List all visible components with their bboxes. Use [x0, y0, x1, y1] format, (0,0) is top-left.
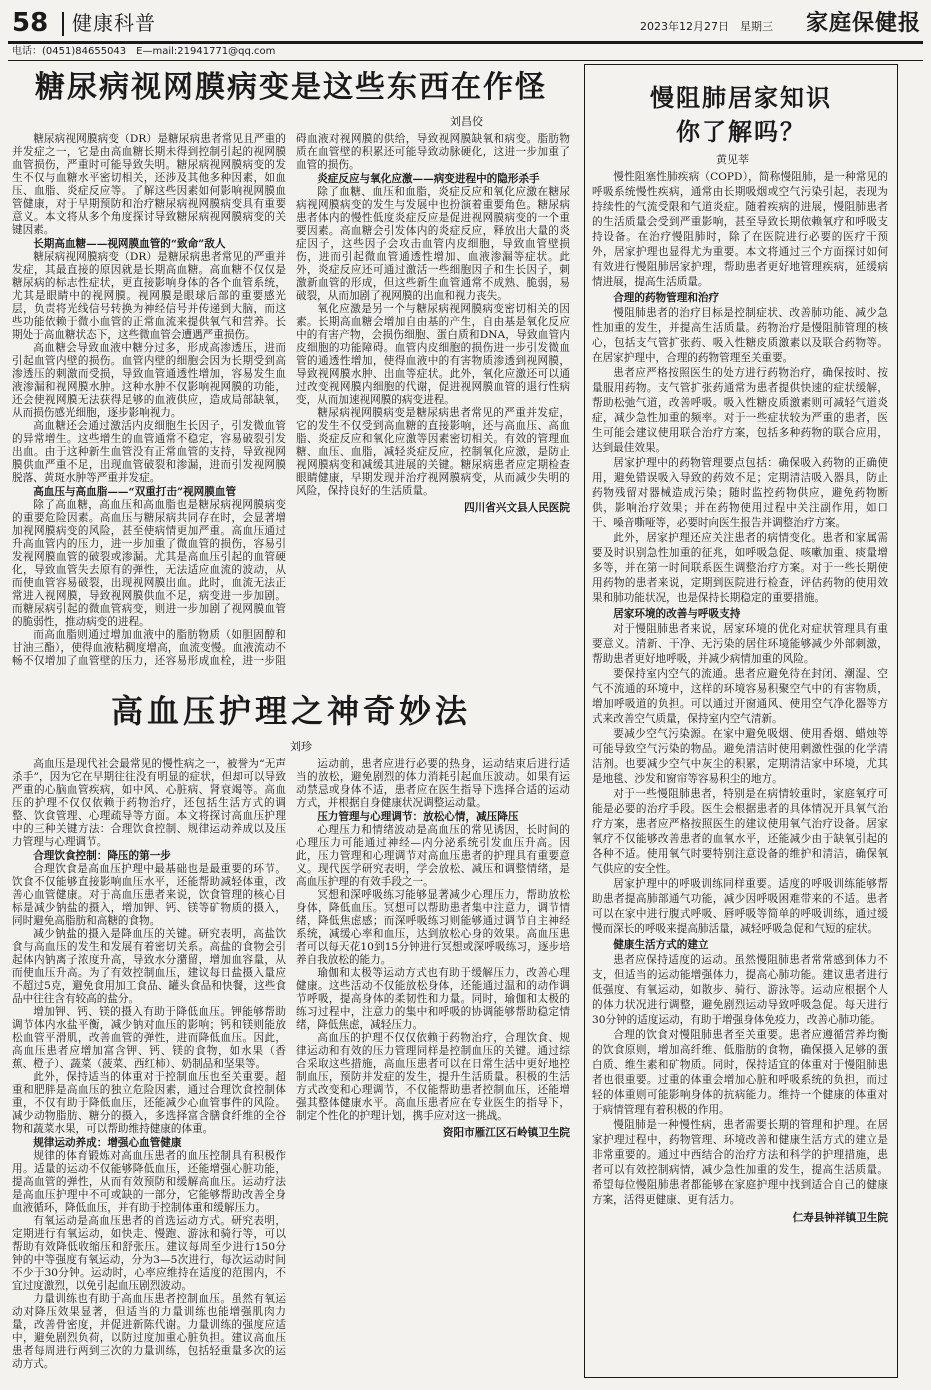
- article1-subheading: 长期高血糖——视网膜血管的“致命”敌人: [33, 238, 226, 250]
- article1-paragraph: 高血糖会导致血液中糖分过多，形成高渗透压，进而引起血管内壁的损伤。血管内壁的细胞会因为长期受到高渗透压的刺激而受损，导致血管通透性增加，容易发生血液渗漏和视网膜水肿。这种水肿不仅影响视网膜的功能，还会使视网膜无法获得足够的血液供应，造成局部缺氧，从而损伤感光细胞，逐步影响视力。: [12, 342, 286, 419]
- article2-paragraph: 高血压是现代社会最常见的慢性病之一，被誉为“无声杀手”，因为它在早期往往没有明显的症状，但却可以导致严重的心脑血管疾病，如中风、心脏病、肾衰竭等。高血压的护理不仅仅依赖于药物治疗，还包括生活方式的调整、饮食管理、心理疏导等方面。本文将探讨高血压护理中的三种关键方法：合理饮食控制、规律运动养成以及压力管理与心理调节。: [12, 758, 286, 848]
- article2-paragraph: 合理饮食是高血压护理中最基础也是最重要的环节。饮食不仅能够直接影响血压水平，还能帮助减轻体重，改善心血管健康。对于高血压患者来说，饮食管理的核心目标是减少钠盐的摄入，增加钾、钙、镁等矿物质的摄入，同时避免高脂肪和高糖的食物。: [12, 863, 286, 927]
- article2-paragraph: 高血压的护理不仅仅依赖于药物治疗，合理饮食、规律运动和有效的压力管理同样是控制血压的关键。通过综合采取这些措施，高血压患者可以在日常生活中更好地控制血压，预防并发症的发生，提升生活质量。积极的生活方式改变和心理调节，不仅能帮助患者控制血压，还能增强其整体健康水平。高血压患者应在专业医生的指导下，制定个性化的护理计划，携手应对这一挑战。: [296, 1032, 570, 1122]
- article2-paragraph: 此外，保持适当的体重对于控制血压也至关重要。超重和肥胖是高血压的独立危险因素，通过合理饮食控制体重，不仅有助于降低血压，还能减少心血管事件的风险。减少动物脂肪、糖分的摄入，多选择富含膳食纤维的全谷物和蔬菜水果，可以帮助维持健康的体重。: [12, 1071, 286, 1135]
- article3-author: 黄见莘: [716, 153, 749, 166]
- contact-line: 电话：(0451)84655043 E—mail:21941771@qq.com: [12, 46, 276, 57]
- article1-paragraph: 除了血糖、血压和血脂，炎症反应和氧化应激在糖尿病视网膜病变的发生与发展中也扮演着重要角色。糖尿病患者体内的慢性低度炎症反应是促进视网膜病变的一个重要因素。高血糖会引发体内的炎症反应，释放出大量的炎症因子，这些因子会攻击血管内皮细胞，导致血管壁损伤，进而引起微血管通透性增加、血液渗漏等症状。此外，炎症反应还可通过激活一些细胞因子和生长因子，刺激新血管的形成，但这些新生血管通常不成熟、脆弱，易破裂，从而加剧了视网膜的出血和视力丧失。: [296, 186, 570, 302]
- article3-title-line1: 慢阻肺居家知识: [650, 83, 832, 112]
- article2-subheading: 合理饮食控制：降压的第一步: [33, 850, 171, 862]
- article1-author: 刘昌佼: [450, 115, 483, 128]
- article3-paragraph: 合理的饮食对慢阻肺患者至关重要。患者应遵循营养均衡的饮食原则，增加高纤维、低脂肪的食物，确保摄入足够的蛋白质、维生素和矿物质。同时，保持适宜的体重对于慢阻肺患者也很重要。过重的体重会增加心脏和呼吸系统的负担，而过轻的体重则可能影响身体的抗病能力。维持一个健康的体重对于病情管理有着积极的作用。: [592, 1029, 888, 1116]
- article1-paragraph: 氧化应激是另一个与糖尿病视网膜病变密切相关的因素。长期高血糖会增加自由基的产生，自由基是氧化反应中的有害产物，会损伤细胞、蛋白质和DNA，导致血管内皮细胞的功能障碍。血管内皮细胞的损伤进一步引发微血管的通透性增加，使得血液中的有害物质渗透到视网膜，导致视网膜水肿、出血等症状。此外，氧化应激还可以通过改变视网膜内细胞的代谢，促进视网膜血管的退行性病变，从而加速视网膜的病变进程。: [296, 303, 570, 406]
- article3-subheading: 居家环境的改善与呼吸支持: [613, 608, 741, 620]
- article3-paragraph: 要保持室内空气的流通。患者应避免待在封闭、潮湿、空气不流通的环境中，这样的环境容易积聚空气中的有害物质，增加呼吸道的负担。可以通过开窗通风、使用空气净化器等方式来改善空气质量，保持室内空气清新。: [592, 668, 888, 725]
- article1-credit: 四川省兴文县人民医院: [464, 502, 570, 514]
- page-number: 58: [12, 8, 49, 38]
- article3-paragraph: 此外，居家护理还应关注患者的病情变化。患者和家属需要及时识别急性加重的征兆，如呼吸急促、咳嗽加重、痰量增多等，并在第一时间联系医生调整治疗方案。对于一些长期使用药物的患者来说，定期到医院进行检查，评估药物的使用效果和肺功能状况，也是保持长期稳定的重要措施。: [592, 532, 888, 604]
- article3-paragraph: 居家护理中的呼吸训练同样重要。适度的呼吸训练能够帮助患者提高肺部通气功能，减少因呼吸困难带来的不适。患者可以在家中进行腹式呼吸、唇呼吸等简单的呼吸训练，通过缓慢而深长的呼吸来提高肺活量，减轻呼吸急促和气短的症状。: [592, 878, 888, 935]
- article3-subheading: 合理的药物管理和治疗: [613, 292, 720, 304]
- article3-subheading: 健康生活方式的建立: [613, 939, 709, 951]
- article1-paragraph: 高血糖还会通过激活内皮细胞生长因子，引发微血管的异常增生。这些增生的血管通常不稳定，容易破裂引发出血。由于这种新生血管没有正常血管的支持，导致视网膜供血严重不足，出现血管破裂和渗漏，进而引发视网膜脱落、黄斑水肿等严重并发症。: [12, 420, 286, 484]
- section-name: 健康科普: [72, 11, 156, 35]
- article2-author: 刘珍: [290, 740, 312, 753]
- article3-paragraph: 慢阻肺是一种慢性病，患者需要长期的管理和护理。在居家护理过程中，药物管理、环境改善和健康生活方式的建立是非常重要的。通过中西结合的治疗方法和科学的护理措施，患者可以有效控制病情，减少急性加重的发生，提高生活质量。希望每位慢阻肺患者都能够在家庭护理中找到适合自己的健康方案，活得更健康、更有活力。: [592, 1119, 888, 1206]
- article1-paragraph: 糖尿病视网膜病变（DR）是糖尿病患者常见的严重并发症，其最直接的原因就是长期高血糖。高血糖不仅仅是糖尿病的标志性症状，更直接影响身体的各个血管系统，尤其是眼睛中的视网膜。视网膜是眼球后部的重要感光层，负责将光线信号转换为神经信号并传递到大脑，而这些功能依赖于微小血管的正常血流来提供氧气和营养。长期处于高血糖状态下，这些微血管会遭遇严重损伤。: [12, 251, 286, 341]
- article3-paragraph: 居家护理中的药物管理要点包括：确保吸入药物的正确使用，避免错误吸入导致的药效不足；定期清洁吸入器具，防止药物残留对器械造成污染；随时监控药物供应，避免药物断供，影响治疗效果；并在药物使用过程中关注副作用，如口干、嗓音嘶哑等，必要时向医生报告并调整治疗方案。: [592, 457, 888, 529]
- newspaper-name: 家庭保健报: [805, 10, 921, 36]
- article2-paragraph: 增加钾、钙、镁的摄入有助于降低血压。钾能够帮助调节体内水盐平衡，减少钠对血压的影响；钙和镁则能放松血管平滑肌，改善血管的弹性，进而降低血压。因此，高血压患者应增加富含钾、钙、镁的食物，如水果（香蕉、橙子）、蔬菜（菠菜、西红柿）、奶制品和坚果等。: [12, 1006, 286, 1070]
- article2-paragraph: 有氧运动是高血压患者的首选运动方式。研究表明，定期进行有氧运动，如快走、慢跑、游泳和骑行等，可以帮助有效降低收缩压和舒张压。建议每周至少进行150分钟的中等强度有氧运动，分为3—5次进行，每次运动时间不少于30分钟。运动时，心率应维持在适度的范围内，不宜过度激烈，以免引起血压剧烈波动。: [12, 1215, 286, 1292]
- article3-paragraph: 慢性阻塞性肺疾病（COPD），简称慢阻肺，是一种常见的呼吸系统慢性疾病，通常由长期吸烟或空气污染引起，表现为持续性的气流受限和气道炎症。随着疾病的进展，慢阻肺患者的生活质量会受到严重影响，甚至导致长期依赖氧疗和呼吸支持设备。在治疗慢阻肺时，除了在医院进行必要的医疗干预外，居家护理也显得尤为重要。本文将通过三个方面探讨如何有效进行慢阻肺居家护理，帮助患者更好地管理疾病，延缓病情进展，提高生活质量。: [592, 171, 888, 288]
- article2-paragraph: 运动前，患者应进行必要的热身，运动结束后进行适当的放松，避免剧烈的体力消耗引起血压波动。如果有运动禁忌或身体不适，患者应在医生指导下选择合适的运动方式，并根据自身健康状况调整运动量。: [296, 758, 570, 809]
- article2-paragraph: 规律的体育锻炼对高血压患者的血压控制具有积极作用。适量的运动不仅能够降低血压，还能增强心脏功能，提高血管的弹性，从而有效预防和缓解高血压。运动疗法是高血压护理中不可或缺的一部分，它能够帮助改善全身血液循环，降低血压，并有助于控制体重和缓解压力。: [12, 1150, 286, 1214]
- article2-body: [12, 758, 570, 1380]
- article1-subheading: 高血压与高血脂——“双重打击”视网膜血管: [33, 486, 237, 498]
- article1-paragraph: 除了高血糖，高血压和高血脂也是糖尿病视网膜病变的重要危险因素。高血压与糖尿病共同存在时，会显著增加视网膜病变的风险，甚至使病情更加严重。高血压通过升高血管内的压力，进一步加重了微血管的损伤，容易引发视网膜血管的破裂或渗漏。尤其是高血压引起的血管硬化，导致血管失去原有的弹性，无法适应血流的波动，从而使血管容易破裂，出现视网膜出血。此时，血流无法正常进入视网膜，导致视网膜供血不足，病变进一步加剧。而糖尿病引起的微血管病变，则进一步加剧了视网膜血管的脆弱性，推动病变的进程。: [12, 499, 286, 628]
- article3-credit: 仁寿县钟祥镇卫生院: [792, 1212, 888, 1224]
- article2-subheading: 压力管理与心理调节：放松心情，减压降压: [317, 811, 519, 823]
- article1-subheading: 炎症反应与氧化应激——病变进程中的隐形杀手: [317, 173, 540, 185]
- article1-paragraph: 糖尿病视网膜病变是糖尿病患者常见的严重并发症，它的发生不仅受到高血糖的直接影响，还与高血压、高血脂、炎症反应和氧化应激等因素密切相关。有效的管理血糖、血压、血脂，减轻炎症反应，控制氧化应激，是防止视网膜病变和减缓其进展的关键。糖尿病患者应定期检查眼睛健康，早期发现并治疗视网膜病变，从而减少失明的风险，保持良好的生活质量。: [296, 407, 570, 497]
- article3-body: [592, 170, 888, 1366]
- header-divider: [62, 12, 64, 36]
- masthead: [8, 6, 923, 40]
- article1-body: [12, 133, 570, 673]
- article2-title: 高血压护理之神奇妙法: [110, 692, 471, 730]
- article3-paragraph: 患者应严格按照医生的处方进行药物治疗，确保按时、按量服用药物。支气管扩张药通常为患者提供快速的症状缓解，帮助松弛气道，改善呼吸。吸入性糖皮质激素则可减轻气道炎症，减少急性加重的频率。对于一些症状较为严重的患者，医生可能会建议使用联合治疗方案，包括多种药物的联合应用，达到最佳效果。: [592, 367, 888, 454]
- article2-subheading: 规律运动养成：增强心血管健康: [33, 1137, 182, 1149]
- article3-paragraph: 慢阻肺患者的治疗目标是控制症状、改善肺功能、减少急性加重的发生，并提高生活质量。药物治疗是慢阻肺管理的核心，包括支气管扩张药、吸入性糖皮质激素以及联合药物等。在居家护理中，合理的药物管理至关重要。: [592, 307, 888, 364]
- article3-paragraph: 患者应保持适度的运动。虽然慢阻肺患者常常感到体力不支，但适当的运动能增强体力，提高心肺功能。建议患者进行低强度、有氧运动，如散步、骑行、游泳等。运动应根据个人的体力状况进行调整，避免剧烈运动导致呼吸急促。每天进行30分钟的适度运动，有助于增强身体免疫力，改善心肺功能。: [592, 954, 888, 1026]
- article3-paragraph: 对于一些慢阻肺患者，特别是在病情较重时，家庭氧疗可能是必要的治疗手段。医生会根据患者的具体情况开具氧气治疗方案，患者应严格按照医生的建议使用氧气治疗设备。居家氧疗不仅能够改善患者的血氧水平，还能减少由于缺氧引起的各种不适。使用氧气时要特别注意设备的维护和清洁，确保氧气供应的安全性。: [592, 788, 888, 875]
- article2-paragraph: 心理压力和情绪波动是高血压的常见诱因，长时间的心理压力可能通过神经—内分泌系统引发血压升高。因此，压力管理和心理调节对高血压患者的护理具有重要意义。现代医学研究表明，学会放松、减压和调整情绪，是高血压护理的有效手段之一。: [296, 824, 570, 888]
- article2-paragraph: 瑜伽和太极等运动方式也有助于缓解压力，改善心理健康。这些活动不仅能放松身体，还能通过温和的动作调节呼吸，提高身体的柔韧性和力量。同时，瑜伽和太极的练习过程中，注意力的集中和呼吸的协调能够帮助稳定情绪，降低焦虑，减轻压力。: [296, 967, 570, 1031]
- contact-rule: [8, 60, 923, 61]
- article1-title: 糖尿病视网膜病变是这些东西在作怪: [35, 70, 547, 105]
- article2-credit: 资阳市雁江区石岭镇卫生院: [442, 1127, 570, 1139]
- article1-paragraph: 糖尿病视网膜病变（DR）是糖尿病患者常见且严重的并发症之一，它是由高血糖长期未得到控制引起的视网膜血管损伤，严重时可能导致失明。糖尿病视网膜病变的发生不仅与血糖水平密切相关，还涉及其他多种因素，如血压、血脂、炎症反应等。了解这些因素如何影响视网膜血管健康，对于早期预防和治疗糖尿病视网膜病变具有重要意义。本文将从多个角度探讨导致糖尿病视网膜病变的关键因素。: [12, 133, 286, 236]
- article2-paragraph: 冥想和深呼吸练习能够显著减少心理压力，帮助放松身体，降低血压。冥想可以帮助患者集中注意力，调节情绪，降低焦虑感；而深呼吸练习则能够通过调节自主神经系统，减缓心率和血压，达到放松心身的效果。高血压患者可以每天花10到15分钟进行冥想或深呼吸练习，逐步培养自我放松的能力。: [296, 889, 570, 966]
- article2-paragraph: 减少钠盐的摄入是降血压的关键。研究表明，高盐饮食与高血压的发生和发展有着密切关系。高盐的食物会引起体内钠离子浓度升高，导致水分潴留，增加血容量，从而使血压升高。为了有效控制血压，建议每日盐摄入量应不超过5克，避免食用加工食品、罐头食品和快餐，这些食品中往往含有较高的盐分。: [12, 928, 286, 1005]
- article3-title-line2: 你了解吗？: [676, 117, 806, 146]
- article1-paragraph: 而高血脂则通过增加血液中的脂肪物质（如胆固醇和甘油三酯），使得血液粘稠度增高，血流变慢。血液流动不畅不仅增加了血管壁的压力，还容易形成血栓，进一步阻碍血液对视网膜的供给，导致视网膜缺氧和病变。脂肪物质在血管壁的积累还可能导致动脉硬化，这进一步加重了血管的损伤。: [12, 133, 570, 667]
- issue-date: 2023年12月27日 星期三: [640, 20, 773, 33]
- header-rule: [8, 41, 923, 44]
- article3-paragraph: 要减少空气污染源。在家中避免吸烟、使用香烟、蜡烛等可能导致空气污染的物品。避免清洁时使用刺激性强的化学清洁剂。也要减少空气中灰尘的积累，定期清洁家中环境，尤其是地毯、沙发和窗帘等容易积尘的地方。: [592, 728, 888, 785]
- article3-paragraph: 对于慢阻肺患者来说，居家环境的优化对症状管理具有重要意义。清新、干净、无污染的居住环境能够减少外部刺激，帮助患者更好地呼吸，并减少病情加重的风险。: [592, 623, 888, 665]
- article2-paragraph: 力量训练也有助于高血压患者控制血压。虽然有氧运动对降压效果显著，但适当的力量训练也能增强肌肉力量，改善骨密度，并促进新陈代谢。力量训练的强度应适中，避免剧烈负荷，以防过度加重心脏负担。建议高血压患者每周进行两到三次的力量训练，包括轻重量多次的运动方式。: [12, 1293, 286, 1370]
